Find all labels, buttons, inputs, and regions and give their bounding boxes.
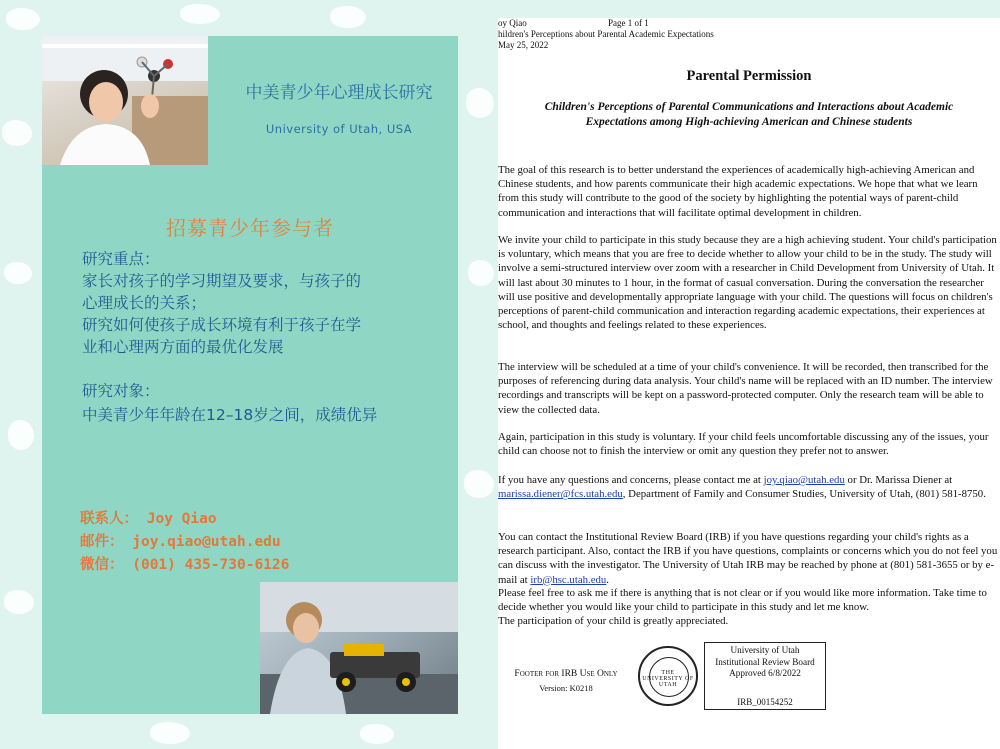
irb-text: You can contact the Institutional Review Board (IRB) if you have questions regarding your child's rights as a research participant. Also, contact the IRB if you have questions, complaints or concerns which you do not feel you can discuss with the investigator. The University of Utah IRB may be reached by phone at (801) 581-3655 or by e-mail at [498, 531, 998, 586]
header-name: oy Qiao [498, 18, 527, 28]
parental-permission-document [498, 18, 1000, 749]
contact-text: , Department of Family and Consumer Studies, University of Utah, (801) 581-8750. [622, 488, 986, 501]
recruitment-poster [42, 36, 458, 714]
contact-text: If you have any questions and concerns, please contact me at [498, 474, 764, 486]
paragraph-contact [498, 473, 998, 501]
focus-line: 心理成长的关系； [82, 294, 207, 312]
robot-kit-photo [260, 582, 458, 714]
irb-footer-note: Footer for IRB Use Only [514, 669, 618, 679]
paragraph-interview: The interview will be scheduled at a time of your child's convenience. It will be recorded, then transcribed for the purposes of referencing during data analysis. Your child's name will be replaced with an ID number. The interview recordings and transcripts will be kept on a password-protected computer. Only the research team will be able to view the collected data. [498, 361, 993, 416]
header-page: Page 1 of 1 [608, 18, 649, 28]
paragraph-appreciation: The participation of your child is greatly appreciated. [498, 615, 729, 627]
university-seal-icon [638, 646, 698, 706]
header-date: May 25, 2022 [498, 40, 549, 50]
email-link-joy[interactable]: joy.qiao@utah.edu [763, 474, 845, 486]
focus-label: 研究重点： [82, 250, 160, 268]
stamp-text [705, 645, 825, 680]
header-title: hildren's Perceptions about Parental Academic Expectations [498, 29, 714, 39]
irb-footer [498, 642, 826, 712]
subtitle-line: Children's Perceptions of Parental Communications and Interactions about Academic [544, 101, 954, 113]
email-link-diener[interactable]: marissa.diener@fcs.utah.edu [498, 488, 623, 501]
contact-name: 联系人： Joy Qiao [80, 511, 217, 527]
stamp-line: Approved 6/8/2022 [729, 668, 801, 678]
focus-line: 业和心理两方面的最优化发展 [82, 338, 284, 356]
stamp-line: University of Utah [730, 645, 800, 655]
research-subjects [82, 380, 452, 426]
email-link-irb[interactable]: irb@hsc.utah.edu [530, 573, 607, 586]
contact-email[interactable]: 邮件： joy.qiao@utah.edu [80, 534, 281, 550]
contact-info [80, 508, 289, 577]
irb-text: . [606, 573, 609, 586]
research-focus [82, 248, 442, 358]
poster-university: University of Utah, USA [265, 122, 413, 136]
paragraph-questions: Please feel free to ask me if there is anything that is not clear or if you would like more information. Take time to decide whether you would like your child to participate in this study and let me know. [498, 587, 987, 614]
recruit-heading: 招募青少年参与者 [166, 216, 334, 240]
seal-text: THE UNIVERSITY OF UTAH [642, 670, 694, 688]
irb-id: IRB_00154252 [737, 697, 793, 707]
target-label: 研究对象： [82, 382, 160, 400]
contact-text: or Dr. Marissa Diener at [844, 474, 953, 486]
doc-title: Parental Permission [686, 68, 812, 84]
irb-approval-stamp [704, 642, 826, 710]
paragraph-goal: The goal of this research is to better understand the experiences of academically high-achieving American and Chinese students, and how parents communicate their high academic expectations. We hope that what we learn from this study will contribute to the good of the society by highlighting the potential ways of parent-child communication and interactions that will facilitate optimal development in children. [498, 164, 978, 219]
irb-version: Version: K0218 [539, 683, 593, 693]
subtitle-line: Expectations among High-achieving American and Chinese students [585, 116, 913, 128]
doc-header [498, 18, 714, 51]
paragraph-voluntary: Again, participation in this study is voluntary. If your child feels uncomfortable discussing any of the issues, your child can choose not to finish the interview or omit any question they prefer not to answer. [498, 431, 989, 458]
paragraph-invite: We invite your child to participate in this study because they are a high achieving student. Your child's participation is voluntary, which means that you are free to decide whether to allow your child to be in the study. The study will involve a semi-structured interview over zoom with a researcher in Child Development from University of Utah. It will last about 30 minutes to 1 hour, in the format of casual conversation. During the conversation the researcher will use positive and developmentally appropriate language with your child. The questions will focus on children's perceptions of parent-child communication and interaction regarding academic expectations, their experiences at school, and thoughts and feelings related to these experiences. [498, 234, 997, 332]
student-science-photo [42, 36, 208, 165]
poster-title: 中美青少年心理成长研究 [245, 83, 433, 103]
focus-line: 研究如何使孩子成长环境有利于孩子在学 [82, 316, 362, 334]
focus-line: 家长对孩子的学习期望及要求，与孩子的 [82, 272, 362, 290]
target-text: 中美青少年年龄在12–18岁之间，成绩优异 [82, 406, 378, 424]
doc-subtitle [512, 100, 986, 130]
paragraph-irb [498, 530, 998, 587]
stamp-line: Institutional Review Board [715, 656, 815, 667]
contact-wechat: 微信： (001) 435-730-6126 [80, 557, 290, 573]
